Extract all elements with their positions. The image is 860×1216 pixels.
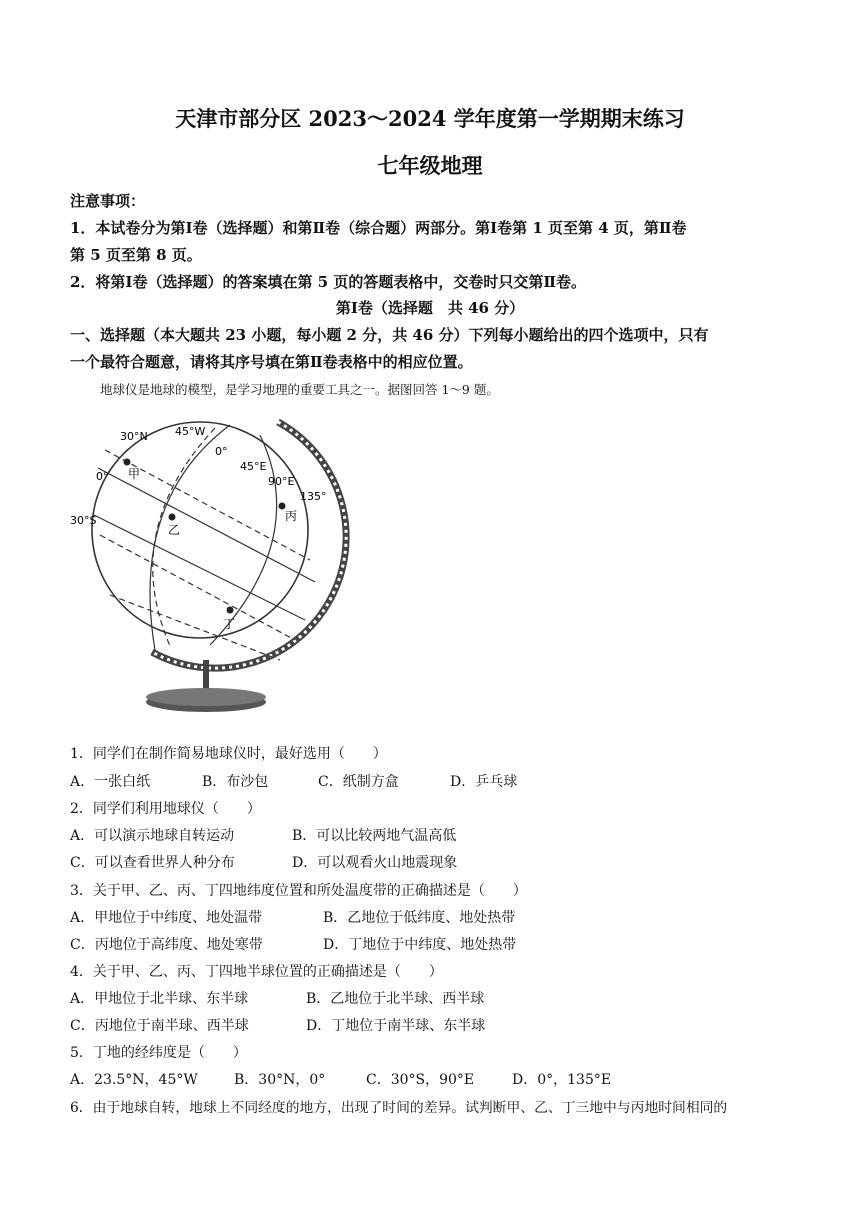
question-2-option-c[interactable]: C．可以查看世界人种分布 — [70, 855, 235, 871]
label-lon0: 0° — [215, 445, 228, 458]
question-2-option-d[interactable]: D．可以观看火山地震现象 — [292, 855, 458, 871]
label-bing: 丙 — [285, 509, 298, 523]
point-yi — [169, 514, 176, 521]
question-3-option-b[interactable]: B．乙地位于低纬度、地处热带 — [323, 910, 516, 926]
question-1-option-a[interactable]: A．一张白纸 — [70, 774, 151, 790]
question-3-option-a[interactable]: A．甲地位于中纬度、地处温带 — [70, 910, 263, 926]
question-6-stem: 6．由于地球自转，地球上不同经度的地方，出现了时间的差异。试判断甲、乙、丁三地中与丙地时间相同的 — [70, 1100, 728, 1116]
question-5-option-a[interactable]: A．23.5°N，45°W — [70, 1072, 198, 1088]
question-2-option-b[interactable]: B．可以比较两地气温高低 — [292, 828, 457, 844]
question-1-option-b[interactable]: B．布沙包 — [202, 774, 269, 790]
latitude-lower — [110, 595, 280, 660]
section-instructions-line-1: 一、选择题（本大题共 23 小题，每小题 2 分，共 46 分）下列每小题给出的四个选项中，只有 — [70, 326, 709, 344]
meridian-ring — [152, 422, 346, 668]
page-subtitle: 七年级地理 — [377, 153, 483, 178]
question-3-option-c[interactable]: C．丙地位于高纬度、地处寒带 — [70, 937, 263, 953]
question-3-option-d[interactable]: D．丁地位于中纬度、地处热带 — [323, 937, 517, 953]
label-ding: 丁 — [223, 617, 236, 631]
figure-intro: 地球仪是地球的模型，是学习地理的重要工具之一。据图回答 1～9 题。 — [100, 382, 499, 397]
page-title: 天津市部分区 2023～2024 学年度第一学期期末练习 — [175, 106, 685, 131]
label-30n: 30°N — [120, 430, 148, 443]
notice-item-2: 2．将第Ⅰ卷（选择题）的答案填在第 5 页的答题表格中，交卷时只交第Ⅱ卷。 — [70, 273, 586, 291]
label-30s: 30°S — [70, 514, 97, 527]
question-1-option-c[interactable]: C．纸制方盒 — [318, 774, 399, 790]
globe-stand-pole — [203, 660, 209, 690]
section-title: 第Ⅰ卷（选择题 共 46 分） — [335, 299, 525, 317]
label-equator: 0° — [96, 470, 109, 483]
latitude-30s — [100, 535, 295, 640]
question-1-option-d[interactable]: D．乒乓球 — [450, 774, 518, 790]
meridian-45w — [153, 428, 215, 646]
notice-item-1-line-1: 1．本试卷分为第Ⅰ卷（选择题）和第Ⅱ卷（综合题）两部分。第Ⅰ卷第 1 页至第 4 页，第Ⅱ卷 — [70, 219, 687, 237]
question-5-stem: 5．丁地的经纬度是（ ） — [70, 1045, 247, 1061]
question-5-option-c[interactable]: C．30°S，90°E — [366, 1072, 475, 1088]
label-45w: 45°W — [175, 425, 206, 438]
question-4-option-b[interactable]: B．乙地位于北半球、西半球 — [306, 991, 485, 1007]
question-2-option-a[interactable]: A．可以演示地球自转运动 — [70, 828, 235, 844]
question-4-option-d[interactable]: D．丁地位于南半球、东半球 — [306, 1018, 486, 1034]
question-2-stem: 2．同学们利用地球仪（ ） — [70, 801, 261, 817]
question-3-stem: 3．关于甲、乙、丙、丁四地纬度位置和所处温度带的正确描述是（ ） — [70, 883, 527, 899]
meridian-0 — [150, 425, 230, 650]
label-45e: 45°E — [240, 460, 267, 473]
notice-heading: 注意事项： — [70, 192, 146, 210]
label-90e: 90°E — [268, 475, 295, 488]
label-135: 135° — [300, 490, 327, 503]
question-1-stem: 1．同学们在制作简易地球仪时，最好选用（ ） — [70, 746, 387, 762]
question-4-option-c[interactable]: C．丙地位于南半球、西半球 — [70, 1018, 249, 1034]
label-yi: 乙 — [168, 523, 181, 537]
question-4-stem: 4．关于甲、乙、丙、丁四地半球位置的正确描述是（ ） — [70, 964, 443, 980]
notice-item-1-line-2: 第 5 页至第 8 页。 — [70, 246, 202, 264]
point-ding — [227, 607, 234, 614]
question-4-option-a[interactable]: A．甲地位于北半球、东半球 — [70, 991, 249, 1007]
equator — [94, 515, 305, 620]
label-jia: 甲 — [128, 467, 141, 481]
point-jia — [124, 459, 131, 466]
section-instructions-line-2: 一个最符合题意，请将其序号填在第Ⅱ卷表格中的相应位置。 — [70, 353, 473, 371]
globe-figure — [60, 410, 350, 720]
question-5-option-d[interactable]: D．0°，135°E — [512, 1072, 612, 1088]
question-5-option-b[interactable]: B．30°N，0° — [234, 1072, 326, 1088]
